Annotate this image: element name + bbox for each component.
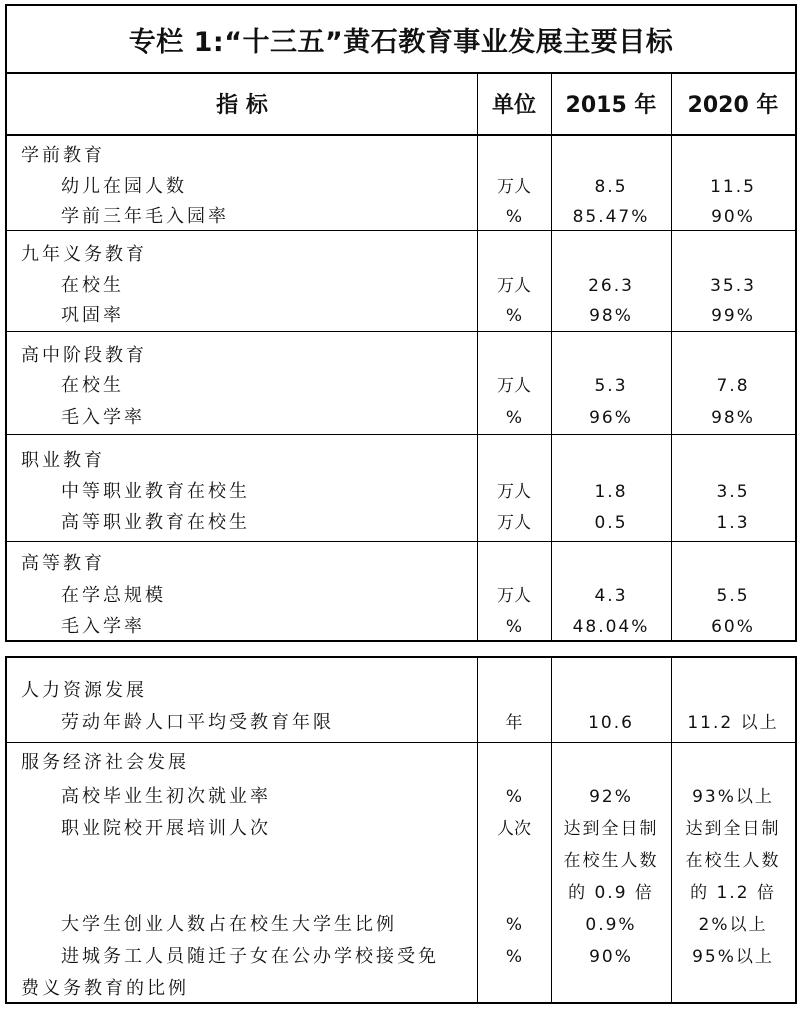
value-2020-line: 达到全日制 <box>685 819 781 839</box>
value-2015: 48.04% <box>572 617 650 637</box>
unit-cell: 万人 <box>497 177 531 197</box>
value-2015: 8.5 <box>594 177 628 197</box>
value-2015-line: 达到全日制 <box>563 819 659 839</box>
indicator-label: 劳动年龄人口平均受教育年限 <box>61 712 334 733</box>
section-divider <box>7 742 795 743</box>
value-2015: 90% <box>589 947 633 967</box>
education-targets-table <box>5 4 797 642</box>
unit-cell: 人次 <box>497 819 531 839</box>
unit-cell: % <box>505 306 523 326</box>
value-2015: 96% <box>589 408 633 428</box>
section-title: 高等教育 <box>21 553 105 574</box>
indicator-label: 职业院校开展培训人次 <box>61 818 271 839</box>
unit-cell: 万人 <box>497 513 531 533</box>
value-2020: 98% <box>711 408 755 428</box>
indicator-label: 学前三年毛入园率 <box>61 206 229 227</box>
value-2015: 98% <box>589 306 633 326</box>
value-2020: 11.2 以上 <box>687 713 779 733</box>
value-2015: 1.8 <box>594 482 628 502</box>
header-unit: 单位 <box>491 92 536 118</box>
value-2015: 92% <box>589 787 633 807</box>
unit-cell: % <box>505 207 523 227</box>
table-header <box>7 72 795 136</box>
indicator-label: 毛入学率 <box>61 407 145 428</box>
value-2020: 11.5 <box>710 177 756 197</box>
indicator-label: 大学生创业人数占在校生大学生比例 <box>61 914 397 935</box>
value-2015: 4.3 <box>594 586 628 606</box>
value-2020: 99% <box>711 306 755 326</box>
unit-cell: 万人 <box>497 482 531 502</box>
value-2015: 0.9% <box>585 915 637 935</box>
indicator-label: 中等职业教育在校生 <box>61 481 250 502</box>
unit-cell: % <box>505 408 523 428</box>
section-title: 服务经济社会发展 <box>21 752 189 773</box>
value-2020: 93%以上 <box>692 787 774 807</box>
unit-cell: % <box>505 947 523 967</box>
column-divider <box>671 72 672 640</box>
value-2015: 5.3 <box>594 376 628 396</box>
indicator-label-continued: 费义务教育的比例 <box>21 978 189 999</box>
value-2015-line: 的 0.9 倍 <box>568 883 654 903</box>
unit-cell: 万人 <box>497 376 531 396</box>
unit-cell: 年 <box>505 713 523 733</box>
indicator-label: 进城务工人员随迁子女在公办学校接受免 <box>61 946 439 967</box>
section-divider <box>7 541 795 542</box>
value-2020-line: 在校生人数 <box>685 851 781 871</box>
value-2015: 85.47% <box>572 207 650 227</box>
column-divider <box>551 72 552 640</box>
section-divider <box>7 331 795 332</box>
value-2020: 60% <box>711 617 755 637</box>
value-2020: 2%以上 <box>698 915 768 935</box>
section-title: 职业教育 <box>21 450 105 471</box>
unit-cell: 万人 <box>497 276 531 296</box>
header-indicator: 指 标 <box>216 92 268 118</box>
column-divider <box>477 72 478 640</box>
human-resources-table <box>5 656 797 1004</box>
unit-cell: % <box>505 915 523 935</box>
value-2020: 5.5 <box>716 586 750 606</box>
value-2020: 1.3 <box>716 513 750 533</box>
indicator-label: 毛入学率 <box>61 616 145 637</box>
value-2020: 95%以上 <box>692 947 774 967</box>
value-2020: 35.3 <box>710 276 756 296</box>
section-title: 高中阶段教育 <box>21 345 147 366</box>
table-title: 专栏 1:“十三五”黄石教育事业发展主要目标 <box>7 6 795 74</box>
indicator-label: 在学总规模 <box>61 585 166 606</box>
section-divider <box>7 230 795 231</box>
section-title: 人力资源发展 <box>21 680 147 701</box>
indicator-label: 高等职业教育在校生 <box>61 512 250 533</box>
unit-cell: 万人 <box>497 586 531 606</box>
value-2015: 26.3 <box>588 276 634 296</box>
header-2015: 2015 年 <box>565 92 657 118</box>
value-2015: 0.5 <box>594 513 628 533</box>
indicator-label: 在校生 <box>61 375 124 396</box>
section-title: 九年义务教育 <box>21 244 147 265</box>
value-2020: 7.8 <box>716 376 750 396</box>
value-2020: 3.5 <box>716 482 750 502</box>
unit-cell: % <box>505 787 523 807</box>
value-2015: 10.6 <box>588 713 634 733</box>
value-2020: 90% <box>711 207 755 227</box>
value-2020-line: 的 1.2 倍 <box>690 883 776 903</box>
unit-cell: % <box>505 617 523 637</box>
section-divider <box>7 434 795 435</box>
indicator-label: 高校毕业生初次就业率 <box>61 786 271 807</box>
indicator-label: 在校生 <box>61 275 124 296</box>
header-2020: 2020 年 <box>687 92 779 118</box>
section-title: 学前教育 <box>21 145 105 166</box>
indicator-label: 幼儿在园人数 <box>61 176 187 197</box>
value-2015-line: 在校生人数 <box>563 851 659 871</box>
indicator-label: 巩固率 <box>61 305 124 326</box>
